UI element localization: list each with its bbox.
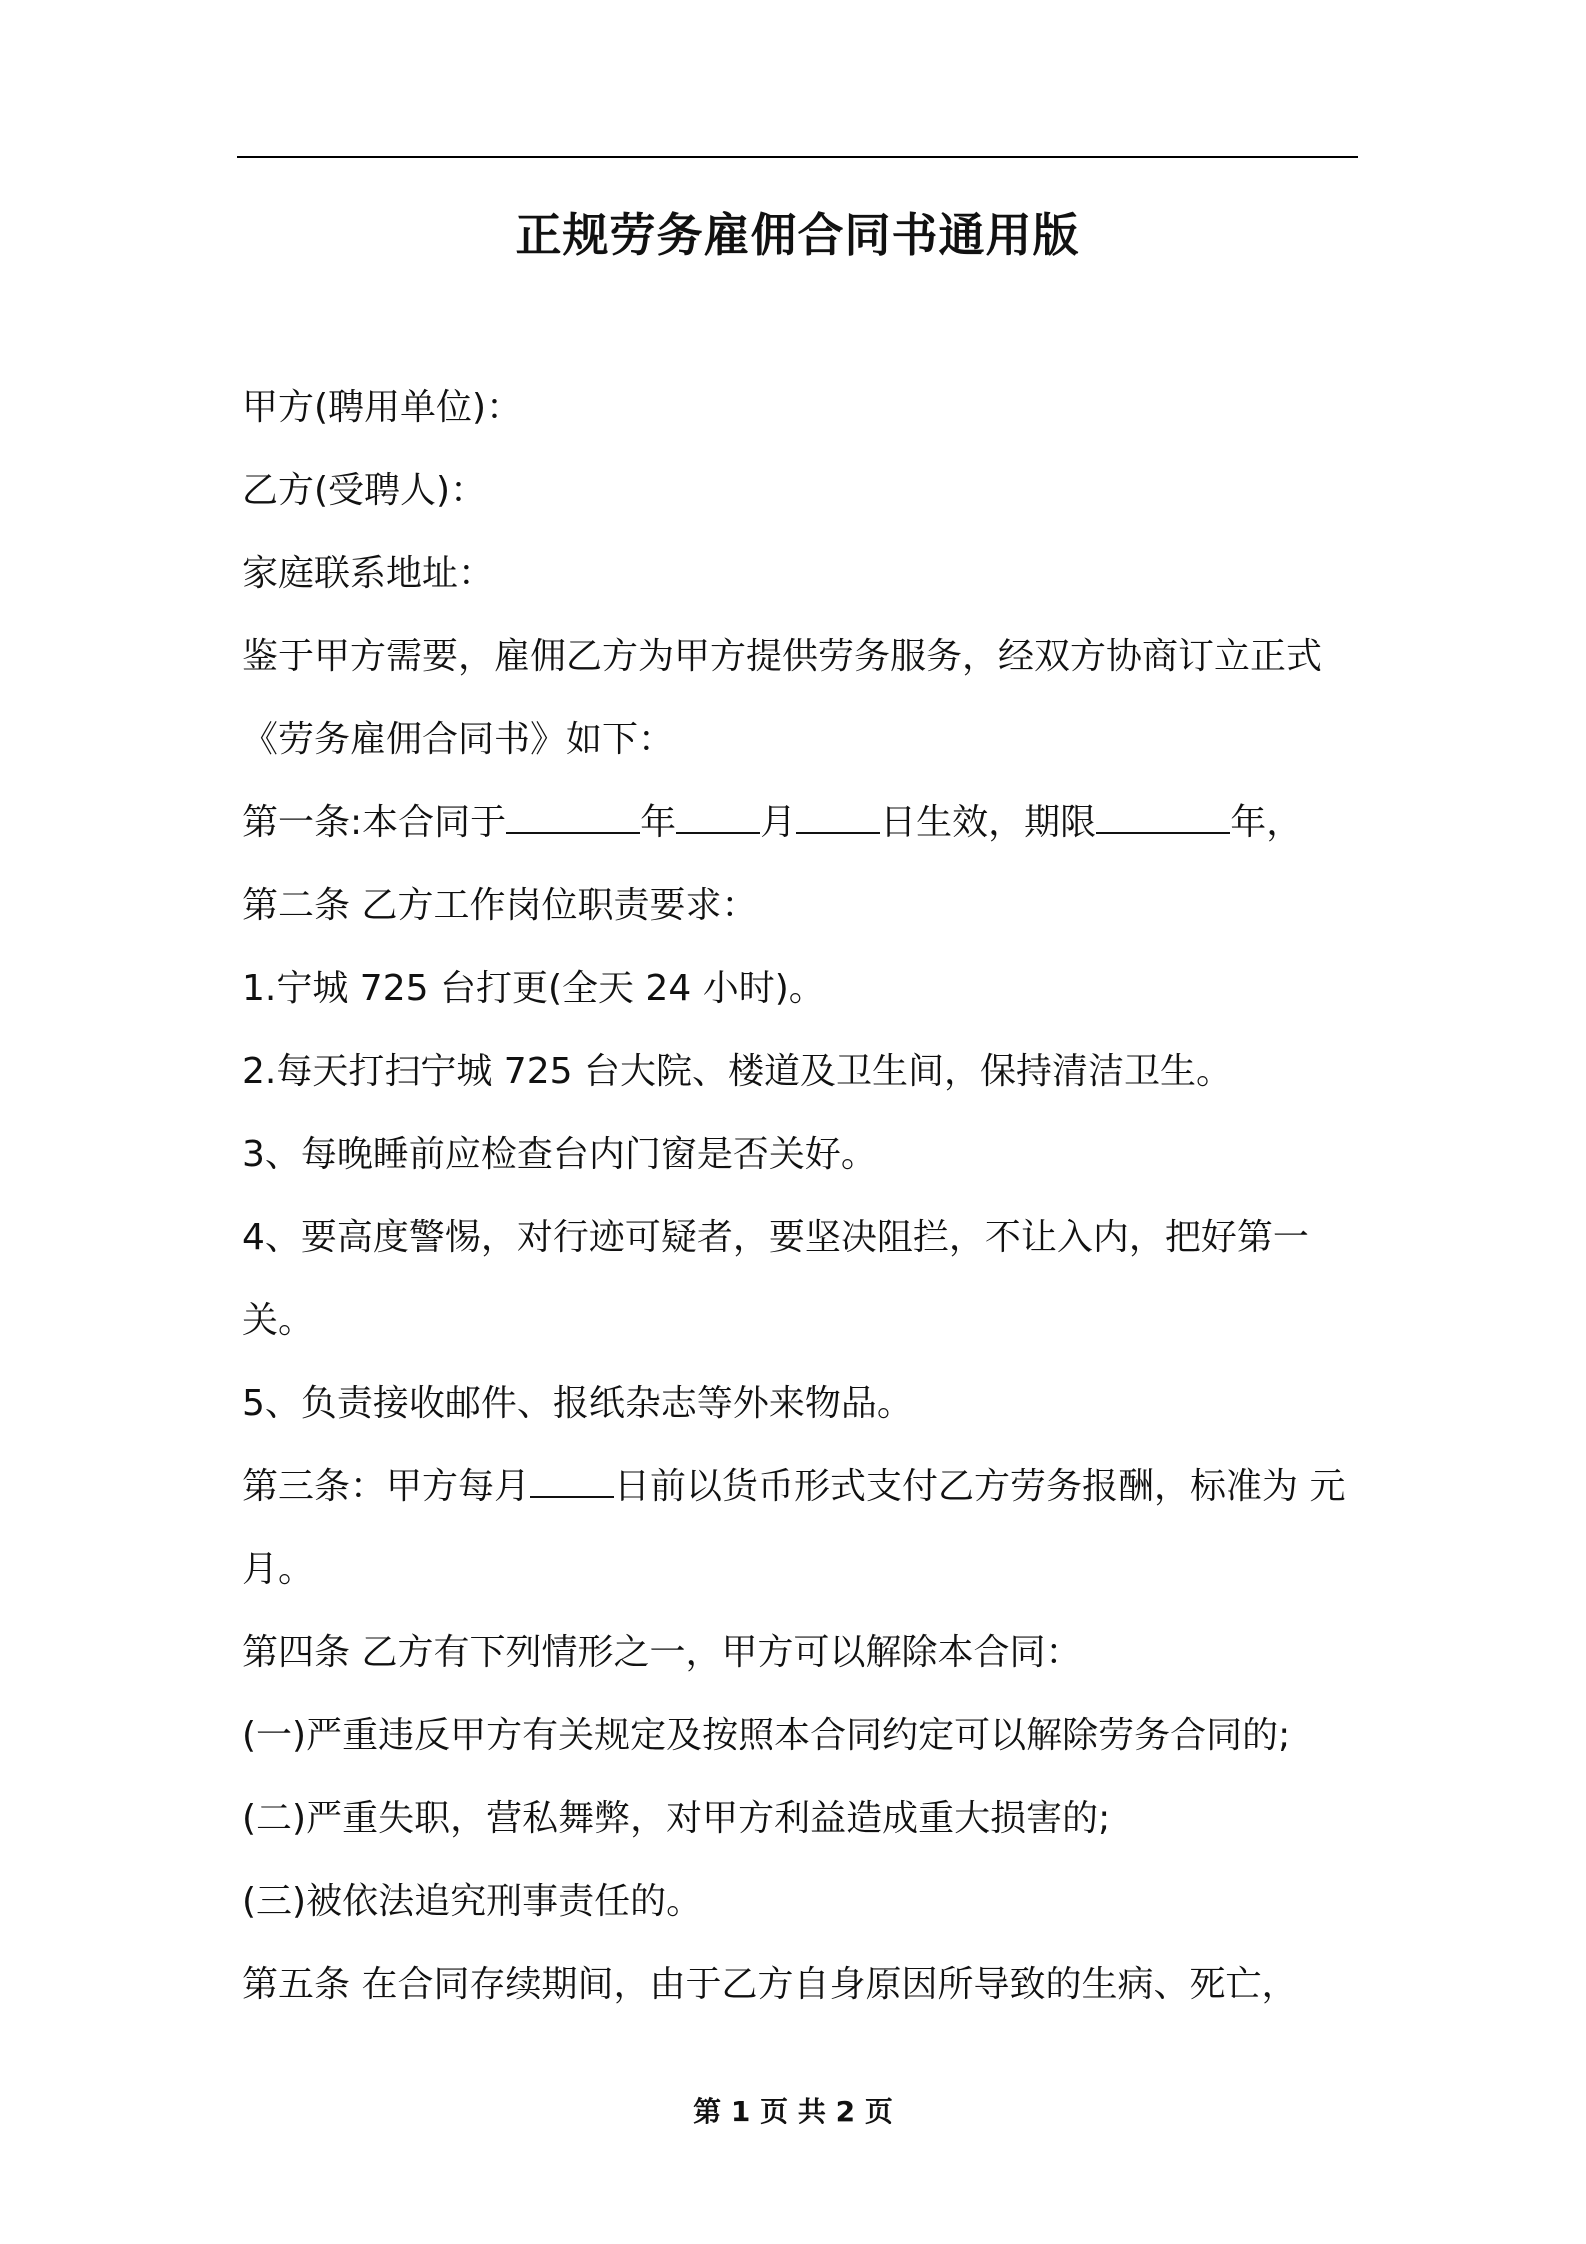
duty-item-4-cont: 关。	[242, 1300, 315, 1341]
article-2-heading: 第二条 乙方工作岗位职责要求：	[242, 885, 758, 926]
preamble-line-1: 鉴于甲方需要，雇佣乙方为甲方提供劳务服务，经双方协商订立正式	[242, 636, 1323, 677]
duty-item-5: 5、负责接收邮件、报纸杂志等外来物品。	[242, 1383, 913, 1424]
duty-item-2: 2.每天打扫宁城 725 台大院、楼道及卫生间，保持清洁卫生。	[242, 1051, 1232, 1092]
article-1-text-d: 日生效，期限	[880, 802, 1097, 843]
article-3-text-a: 第三条：甲方每月	[242, 1466, 531, 1507]
duty-item-3: 3、每晚睡前应检查台内门窗是否关好。	[242, 1134, 877, 1175]
blank-term-years	[1096, 796, 1230, 834]
blank-start-month	[676, 796, 760, 834]
document-title: 正规劳务雇佣合同书通用版	[515, 208, 1080, 262]
article-1-text-b: 年	[640, 802, 677, 843]
article-4-heading: 第四条 乙方有下列情形之一，甲方可以解除本合同：	[242, 1632, 1082, 1673]
duty-item-4: 4、要高度警惕，对行迹可疑者，要坚决阻拦，不让入内，把好第一	[242, 1217, 1309, 1258]
preamble-line-2: 《劳务雇佣合同书》如下：	[242, 719, 675, 760]
article-3-line	[242, 1445, 1362, 1528]
home-address-line: 家庭联系地址：	[242, 553, 495, 594]
termination-item-2: (二)严重失职，营私舞弊，对甲方利益造成重大损害的;	[242, 1798, 1111, 1839]
article-3-text-b: 日前以货币形式支付乙方劳务报酬，标准为 元	[614, 1466, 1346, 1507]
header-rule	[237, 156, 1358, 158]
termination-item-1: (一)严重违反甲方有关规定及按照本合同约定可以解除劳务合同的;	[242, 1715, 1291, 1756]
duty-item-1: 1.宁城 725 台打更(全天 24 小时)。	[242, 968, 825, 1009]
article-1-text-a: 第一条:本合同于	[242, 802, 507, 843]
article-1-line	[242, 781, 1362, 864]
article-5-line: 第五条 在合同存续期间，由于乙方自身原因所导致的生病、死亡，	[242, 1964, 1298, 2005]
page-number: 第 1 页 共 2 页	[693, 2095, 893, 2128]
article-3-cont: 月。	[242, 1549, 315, 1590]
blank-start-year	[506, 796, 640, 834]
document-body	[242, 366, 1362, 2026]
article-1-text-c: 月	[760, 802, 797, 843]
blank-start-day	[796, 796, 880, 834]
termination-item-3: (三)被依法追究刑事责任的。	[242, 1881, 703, 1922]
article-1-text-e: 年，	[1230, 802, 1303, 843]
party-b-line: 乙方(受聘人)：	[242, 470, 487, 511]
blank-pay-day	[530, 1460, 614, 1498]
party-a-line: 甲方(聘用单位)：	[242, 387, 523, 428]
